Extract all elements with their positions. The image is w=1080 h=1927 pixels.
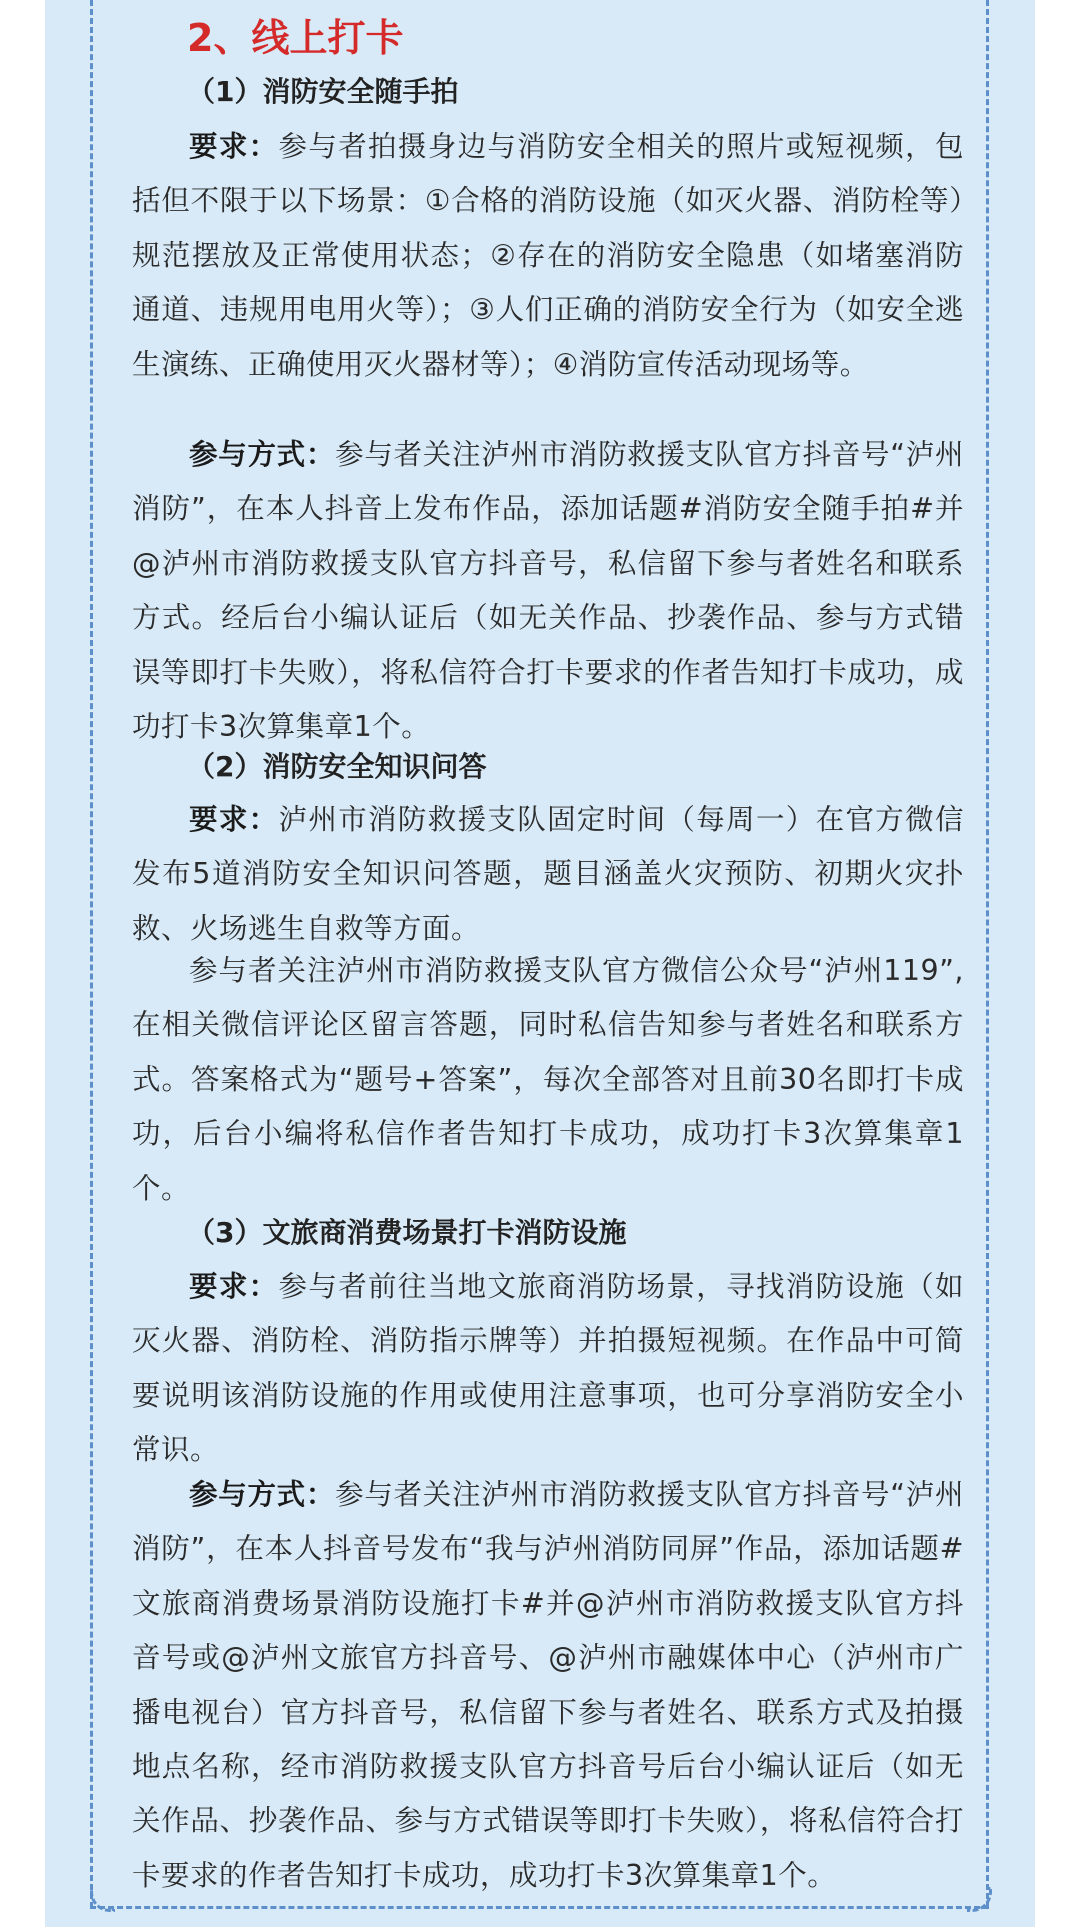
section-title: 2、线上打卡	[187, 16, 404, 60]
item-3-requirement-label: 要求：	[189, 1270, 279, 1303]
item-2-participation-text: 参与者关注泸州市消防救援支队官方微信公众号“泸州119”,在相关微信评论区留言答题，同时私信告知参与者姓名和联系方式。答案格式为“题号+答案”，每次全部答对且前30名即打卡成功，后台小编将私信作者告知打卡成功，成功打卡3次算集章1个。	[132, 954, 964, 1205]
item-2-requirement-text: 泸州市消防救援支队固定时间（每周一）在官方微信发布5道消防安全知识问答题，题目涵盖火灾预防、初期火灾扑救、火场逃生自救等方面。	[132, 803, 964, 945]
item-3-participation	[132, 1468, 964, 1903]
item-2-requirement-label: 要求：	[189, 803, 279, 836]
dashed-border-left	[90, 0, 93, 1908]
item-1-participation-label: 参与方式：	[189, 438, 336, 471]
item-3-participation-label: 参与方式：	[189, 1478, 336, 1511]
item-3-requirement	[132, 1260, 964, 1478]
item-2-requirement	[132, 793, 964, 956]
item-1-participation	[132, 428, 964, 754]
dashed-border-right	[986, 0, 989, 1908]
item-1-requirement-label: 要求：	[189, 130, 279, 163]
item-3-requirement-text: 参与者前往当地文旅商消防场景，寻找消防设施（如灭火器、消防栓、消防指示牌等）并拍摄短视频。在作品中可简要说明该消防设施的作用或使用注意事项，也可分享消防安全小常识。	[132, 1270, 964, 1467]
item-1-requirement	[132, 120, 964, 392]
dashed-border-bottom	[90, 1906, 989, 1909]
item-2-participation	[132, 944, 964, 1216]
item-3-participation-text: 参与者关注泸州市消防救援支队官方抖音号“泸州消防”，在本人抖音号发布“我与泸州消防同屏”作品，添加话题#文旅商消费场景消防设施打卡#并@泸州市消防救援支队官方抖音号或@泸州文旅官方抖音号、@泸州市融媒体中心（泸州市广播电视台）官方抖音号，私信留下参与者姓名、联系方式及拍摄地点名称，经市消防救援支队官方抖音号后台小编认证后（如无关作品、抄袭作品、参与方式错误等即打卡失败），将私信符合打卡要求的作者告知打卡成功，成功打卡3次算集章1个。	[132, 1478, 964, 1892]
item-1-participation-text: 参与者关注泸州市消防救援支队官方抖音号“泸州消防”，在本人抖音上发布作品，添加话题#消防安全随手拍#并@泸州市消防救援支队官方抖音号，私信留下参与者姓名和联系方式。经后台小编认证后（如无关作品、抄袭作品、参与方式错误等即打卡失败），将私信符合打卡要求的作者告知打卡成功，成功打卡3次算集章1个。	[132, 438, 964, 744]
item-1-requirement-text: 参与者拍摄身边与消防安全相关的照片或短视频，包括但不限于以下场景：①合格的消防设施（如灭火器、消防栓等）规范摆放及正常使用状态；②存在的消防安全隐患（如堵塞消防通道、违规用电用火等）；③人们正确的消防安全行为（如安全逃生演练、正确使用灭火器材等）；④消防宣传活动现场等。	[132, 130, 964, 381]
item-3-heading: （3）文旅商消费场景打卡消防设施	[187, 1216, 627, 1249]
item-1-heading: （1）消防安全随手拍	[187, 75, 459, 108]
item-2-heading: （2）消防安全知识问答	[187, 750, 487, 783]
